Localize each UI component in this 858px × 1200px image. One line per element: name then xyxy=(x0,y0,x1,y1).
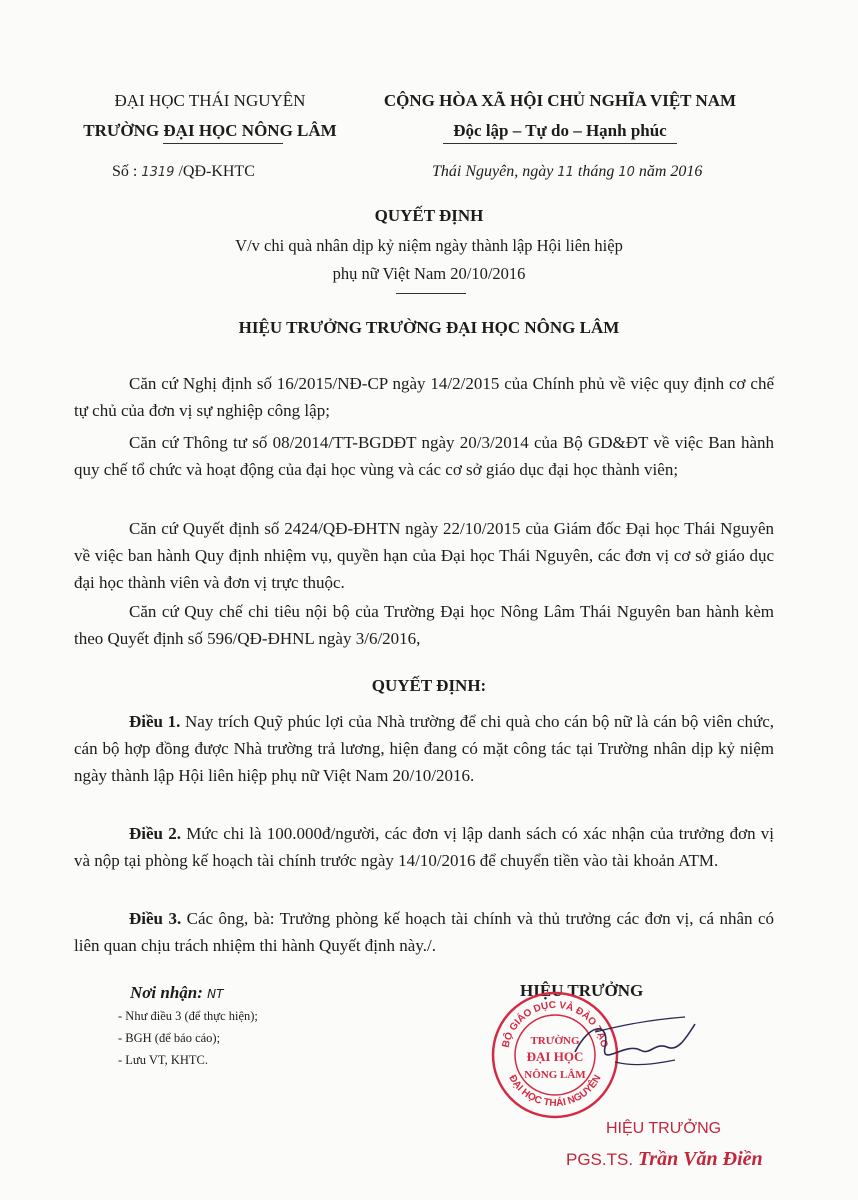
parent-org: ĐẠI HỌC THÁI NGUYÊN xyxy=(114,91,306,110)
article-2-label: Điều 2. xyxy=(129,824,181,843)
article-3 xyxy=(74,905,774,959)
article-1 xyxy=(74,708,774,789)
handwritten-number: 1319 xyxy=(141,165,175,180)
recipients-title: Nơi nhận: NT xyxy=(130,983,224,1002)
basis-4: Căn cứ Quy chế chi tiêu nội bộ của Trường Đại học Nông Lâm Thái Nguyên ban hành kèm theo Quyết định số 596/QĐ-ĐHNL ngày 3/6/2016, xyxy=(74,602,774,648)
stamp-outer-bottom: ĐẠI HỌC THÁI NGUYÊN xyxy=(506,1073,604,1110)
article-1-text: Nay trích Quỹ phúc lợi của Nhà trường để chi quà cho cán bộ nữ là cán bộ viên chức, cán bộ hợp đồng được Nhà trường trả lương, hiện đang có mặt công tác tại Trường nhân dịp kỷ niệm ngày thành lập Hội liên hiệp phụ nữ Việt Nam 20/10/2016. xyxy=(74,712,774,785)
recipients-initials: NT xyxy=(207,987,224,1001)
national-header xyxy=(350,86,770,146)
signer-degree: PGS.TS. xyxy=(566,1150,634,1169)
issuer-org: TRƯỜNG ĐẠI HỌC NÔNG LÂM xyxy=(83,121,337,140)
article-1-label: Điều 1. xyxy=(129,712,181,731)
issuer-underline xyxy=(163,143,283,144)
motto-underline xyxy=(443,143,677,144)
stamp-outer-top: BỘ GIÁO DỤC VÀ ĐÀO TẠO xyxy=(500,999,610,1049)
document-subtitle: V/v chi quà nhân dịp kỷ niệm ngày thành lập Hội liên hiệp phụ nữ Việt Nam 20/10/2016 xyxy=(235,236,623,283)
document-number: Số : 1319 /QĐ-KHTC xyxy=(112,163,255,180)
handwritten-month: 10 xyxy=(618,165,635,180)
authority-heading: HIỆU TRƯỞNG TRƯỜNG ĐẠI HỌC NÔNG LÂM xyxy=(238,318,620,337)
national-title: CỘNG HÒA XÃ HỘI CHỦ NGHĨA VIỆT NAM xyxy=(383,91,737,110)
basis-2: Căn cứ Thông tư số 08/2014/TT-BGDĐT ngày 20/3/2014 của Bộ GD&ĐT về việc Ban hành quy chế tổ chức và hoạt động của đại học vùng và các cơ sở giáo dục đại học thành viên; xyxy=(74,433,774,479)
stamp-line-2: ĐẠI HỌC xyxy=(526,1049,584,1064)
article-2 xyxy=(74,820,774,874)
recipient-item: - BGH (để báo cáo); xyxy=(118,1031,221,1045)
recipient-item: - Như điều 3 (để thực hiện); xyxy=(118,1009,258,1023)
signer-fullname: Trần Văn Điền xyxy=(637,1148,763,1170)
handwritten-signature-icon xyxy=(555,1012,705,1082)
article-3-text: Các ông, bà: Trưởng phòng kế hoạch tài chính và thủ trưởng các đơn vị, cá nhân có liên quan chịu trách nhiệm thi hành Quyết định này./. xyxy=(74,909,775,955)
handwritten-day: 11 xyxy=(557,165,574,180)
signer-name xyxy=(566,1148,763,1171)
article-2-text: Mức chi là 100.000đ/người, các đơn vị lập danh sách có xác nhận của trưởng đơn vị và nộp tại phòng kế hoạch tài chính trước ngày 14/10/2016 để chuyển tiền vào tài khoản ATM. xyxy=(74,824,775,870)
issuer-block xyxy=(60,86,360,146)
decision-heading: QUYẾT ĐỊNH: xyxy=(371,676,487,695)
signer-position: HIỆU TRƯỞNG xyxy=(606,1120,722,1137)
stamp-line-3: NÔNG LÂM xyxy=(524,1069,586,1081)
article-3-label: Điều 3. xyxy=(129,909,182,928)
document-date: Thái Nguyên, ngày 11 tháng 10 năm 2016 xyxy=(432,163,703,180)
basis-3: Căn cứ Quyết định số 2424/QĐ-ĐHTN ngày 22/10/2015 của Giám đốc Đại học Thái Nguyên về việc ban hành Quy định nhiệm vụ, quyền hạn của Đại học Thái Nguyên, các đơn vị cơ sở giáo dục đại học thành viên và đơn vị trực thuộc. xyxy=(74,519,774,592)
recipient-item: - Lưu VT, KHTC. xyxy=(118,1053,208,1067)
document-title: QUYẾT ĐỊNH xyxy=(374,206,484,225)
basis-1: Căn cứ Nghị định số 16/2015/NĐ-CP ngày 14/2/2015 của Chính phủ về việc quy định cơ chế tự chủ của đơn vị sự nghiệp công lập; xyxy=(74,374,774,420)
title-underline xyxy=(396,293,466,294)
stamp-line-1: TRƯỜNG xyxy=(530,1035,580,1047)
national-motto: Độc lập – Tự do – Hạnh phúc xyxy=(453,121,667,140)
signer-title: HIỆU TRƯỞNG xyxy=(520,981,644,1000)
